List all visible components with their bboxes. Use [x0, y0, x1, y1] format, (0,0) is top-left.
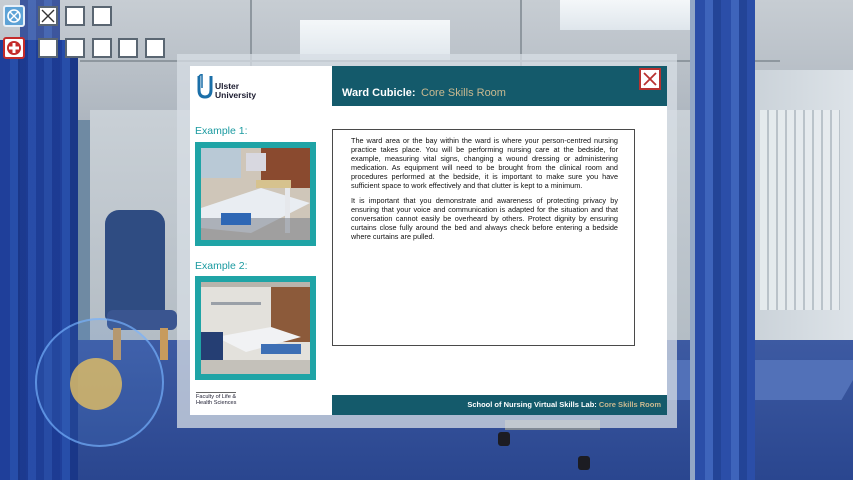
example-1-photo	[201, 148, 310, 240]
bed-wheel	[498, 432, 510, 446]
dialog-title: Ward Cubicle:	[342, 87, 416, 99]
footer-label: School of Nursing Virtual Skills Lab:	[467, 400, 597, 409]
task-checkbox-2[interactable]	[65, 6, 85, 26]
chair-leg	[160, 328, 168, 360]
description-paragraph-2: It is important that you demonstrate and awareness of protecting privacy by ensuring that your voice and communication is adapted for the situation and that conversation cannot easily be overheard by others. Protect dignity by ensuring curtains close fully around the bed and always check before entering a bedside where curtains are pulled.	[351, 196, 618, 242]
ceiling-light	[560, 0, 700, 30]
description-panel	[332, 129, 635, 346]
bed-wheel	[578, 456, 590, 470]
dialog-sidebar	[190, 66, 330, 415]
chair-back	[105, 210, 165, 320]
settings-glyph	[6, 8, 22, 24]
footer-text	[467, 400, 661, 409]
close-icon	[642, 71, 658, 87]
equipment-checkbox-4[interactable]	[118, 38, 138, 58]
bedside-photo-1	[201, 148, 310, 240]
equipment-checkbox-5[interactable]	[145, 38, 165, 58]
equipment-checkbox-2[interactable]	[65, 38, 85, 58]
faculty-line-1: Faculty of Life &	[196, 394, 237, 400]
window-blinds	[760, 110, 840, 310]
privacy-curtain-right[interactable]	[695, 0, 755, 480]
example-2-photo	[201, 282, 310, 374]
footer-room: Core Skills Room	[598, 400, 661, 409]
equipment-checkbox-3[interactable]	[92, 38, 112, 58]
task-checkbox-1[interactable]	[38, 6, 58, 26]
dialog-footer	[332, 395, 667, 415]
joystick-knob[interactable]	[70, 358, 122, 410]
close-button[interactable]	[639, 68, 661, 90]
bedside-photo-2	[201, 282, 310, 374]
faculty-label	[196, 394, 236, 407]
description-paragraph-1: The ward area or the bay within the ward is where your person-centred nursing practice takes place. You will be performing nursing care at the bedside, for example, measuring vital signs, changing a wound dressing or administering medication. As equipment will need to be brought from the clinical room and procedures performed at the bedside, it is important to make sure you have sufficient space to work effectively and that clutter is kept to a minimum.	[351, 136, 618, 190]
faculty-line-2: Health Sciences	[196, 400, 237, 407]
logo-line-1: Ulster	[215, 81, 240, 91]
university-logo-text	[215, 82, 275, 100]
example-2-label: Example 2:	[195, 260, 248, 272]
task-checkbox-3[interactable]	[92, 6, 112, 26]
settings-icon[interactable]	[3, 5, 25, 27]
dialog-header	[332, 66, 667, 106]
example-1-label: Example 1:	[195, 125, 248, 137]
faculty-divider	[196, 392, 236, 393]
checked-cross-icon	[40, 8, 56, 24]
ulster-logo-icon	[196, 74, 214, 100]
info-dialog	[190, 66, 667, 415]
medical-cross-glyph	[6, 40, 22, 56]
example-2-image[interactable]	[195, 276, 316, 380]
equipment-checkbox-1[interactable]	[38, 38, 58, 58]
dialog-subtitle: Core Skills Room	[421, 87, 506, 99]
example-1-image[interactable]	[195, 142, 316, 246]
logo-line-2: University	[215, 90, 257, 100]
medical-cross-icon[interactable]	[3, 37, 25, 59]
